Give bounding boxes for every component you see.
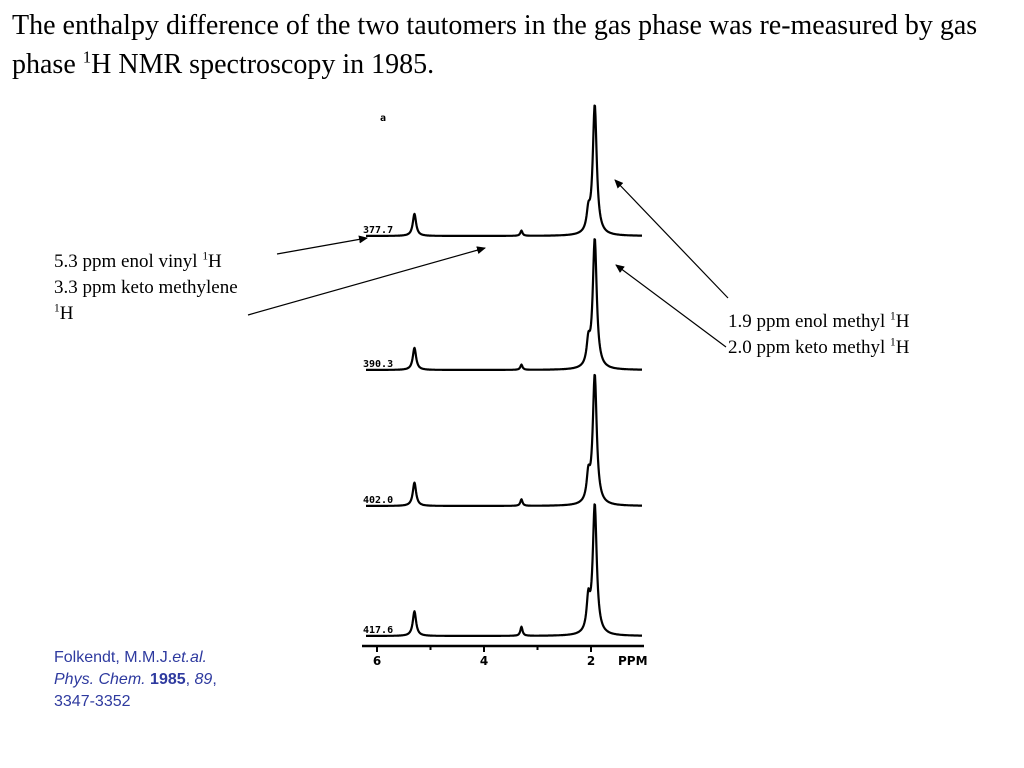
axis-tick-label: 2 (586, 654, 596, 668)
axis-unit-label: PPM (618, 654, 648, 668)
enol-methyl-tail: H (895, 311, 910, 332)
ppm-axis (362, 646, 648, 668)
spectrum-trace (366, 239, 642, 370)
citation-authors: Folkendt, M.M.J. (54, 649, 173, 666)
temperature-label: 390.3 (363, 359, 394, 370)
keto-methyl-arrow (616, 265, 726, 347)
temperature-label: 402.0 (363, 495, 394, 506)
spectrum-trace (366, 106, 642, 236)
keto-methylene-sup: 1 (54, 302, 60, 315)
enol-vinyl-text: 5.3 ppm enol vinyl (54, 251, 203, 272)
keto-methyl-sup: 1 (890, 336, 896, 349)
enol-methyl-arrow (615, 180, 728, 298)
temperature-label: 377.7 (363, 225, 394, 236)
temperature-label: 417.6 (363, 625, 394, 636)
panel-label: a (380, 113, 387, 124)
keto-methyl-tail: H (895, 337, 910, 358)
spectrum-trace (366, 504, 642, 636)
citation-volume: 89 (194, 671, 213, 688)
keto-methylene-arrow (248, 248, 485, 315)
title-tail: H NMR spectroscopy in 1985. (91, 49, 435, 80)
citation-separator-2: , (212, 671, 217, 688)
spectrum-trace (366, 375, 642, 506)
title-main: The enthalpy difference of the two tautomers in the gas phase was re-measured by gas phase (12, 10, 978, 80)
title-superscript: 1 (82, 47, 92, 67)
left-annotation-line-2: 3.3 ppm keto methylene (54, 277, 238, 298)
citation-line-3: 3347-3352 (54, 693, 131, 710)
keto-methyl-text: 2.0 ppm keto methyl (728, 337, 891, 358)
citation-year: 1985 (150, 671, 186, 688)
axis-tick-label: 4 (479, 654, 489, 668)
citation-etal: et.al. (172, 649, 207, 666)
citation-separator: , (185, 671, 195, 688)
enol-vinyl-tail: H (208, 251, 222, 272)
enol-methyl-text: 1.9 ppm enol methyl (728, 311, 891, 332)
enol-vinyl-sup: 1 (202, 250, 209, 263)
enol-methyl-sup: 1 (890, 310, 896, 323)
axis-tick-label: 6 (372, 654, 382, 668)
citation-journal: Phys. Chem. (54, 671, 146, 688)
enol-vinyl-arrow (277, 238, 367, 254)
keto-methylene-tail: H (59, 303, 74, 324)
spectra-group (363, 106, 642, 636)
